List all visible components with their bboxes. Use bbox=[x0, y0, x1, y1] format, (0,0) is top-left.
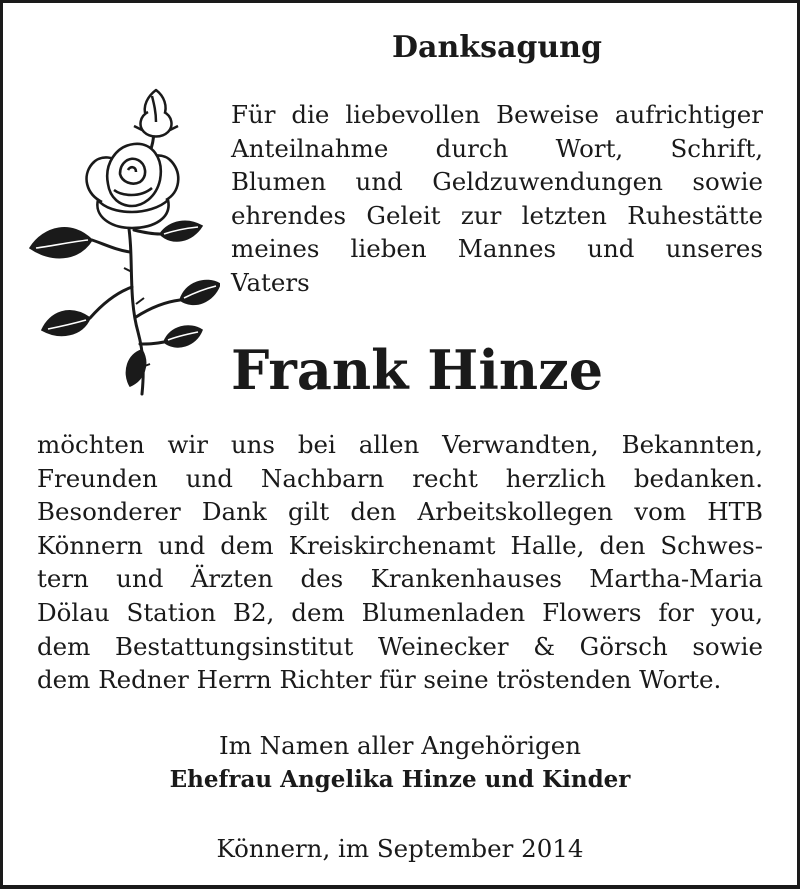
body-line: tern und Ärzten des Krankenhauses Martha-Maria bbox=[37, 564, 763, 594]
body-line: dem Redner Herrn Richter für seine tröstenden Worte. bbox=[37, 665, 722, 695]
body-line: dem Bestattungsinstitut Weinecker & Görsch sowie bbox=[37, 631, 763, 661]
body-line: Dölau Station B2, dem Blumenladen Flowers for you, bbox=[37, 597, 763, 627]
body-line: Besonderer Dank gilt den Arbeitskollegen vom HTB bbox=[37, 497, 763, 527]
body-line: Könnern und dem Kreiskirchenamt Halle, den Schwes- bbox=[37, 530, 763, 560]
signature-names: Ehefrau Angelika Hinze und Kinder bbox=[169, 766, 631, 793]
rose-icon bbox=[24, 82, 220, 398]
body-text bbox=[37, 428, 763, 697]
intro-line: meines lieben Mannes und unseres bbox=[231, 234, 763, 264]
body-line: möchten wir uns bei allen Verwandten, Bekannten, bbox=[37, 430, 763, 459]
intro-line: Anteilnahme durch Wort, Schrift, bbox=[231, 133, 763, 163]
body-line: Freunden und Nachbarn recht herzlich bedanken. bbox=[37, 463, 763, 493]
intro-line: Blumen und Geldzuwendungen sowie bbox=[231, 167, 763, 197]
intro-line: ehrendes Geleit zur letzten Ruhestätte bbox=[231, 200, 763, 230]
intro-line: Vaters bbox=[231, 267, 310, 297]
place-date: Könnern, im September 2014 bbox=[216, 834, 584, 863]
signature-intro: Im Namen aller Angehörigen bbox=[218, 731, 581, 760]
intro-line: Für die liebevollen Beweise aufrichtiger bbox=[231, 100, 763, 129]
deceased-name: Frank Hinze bbox=[231, 338, 604, 402]
notice-heading: Danksagung bbox=[392, 30, 602, 65]
intro-text bbox=[231, 98, 763, 300]
